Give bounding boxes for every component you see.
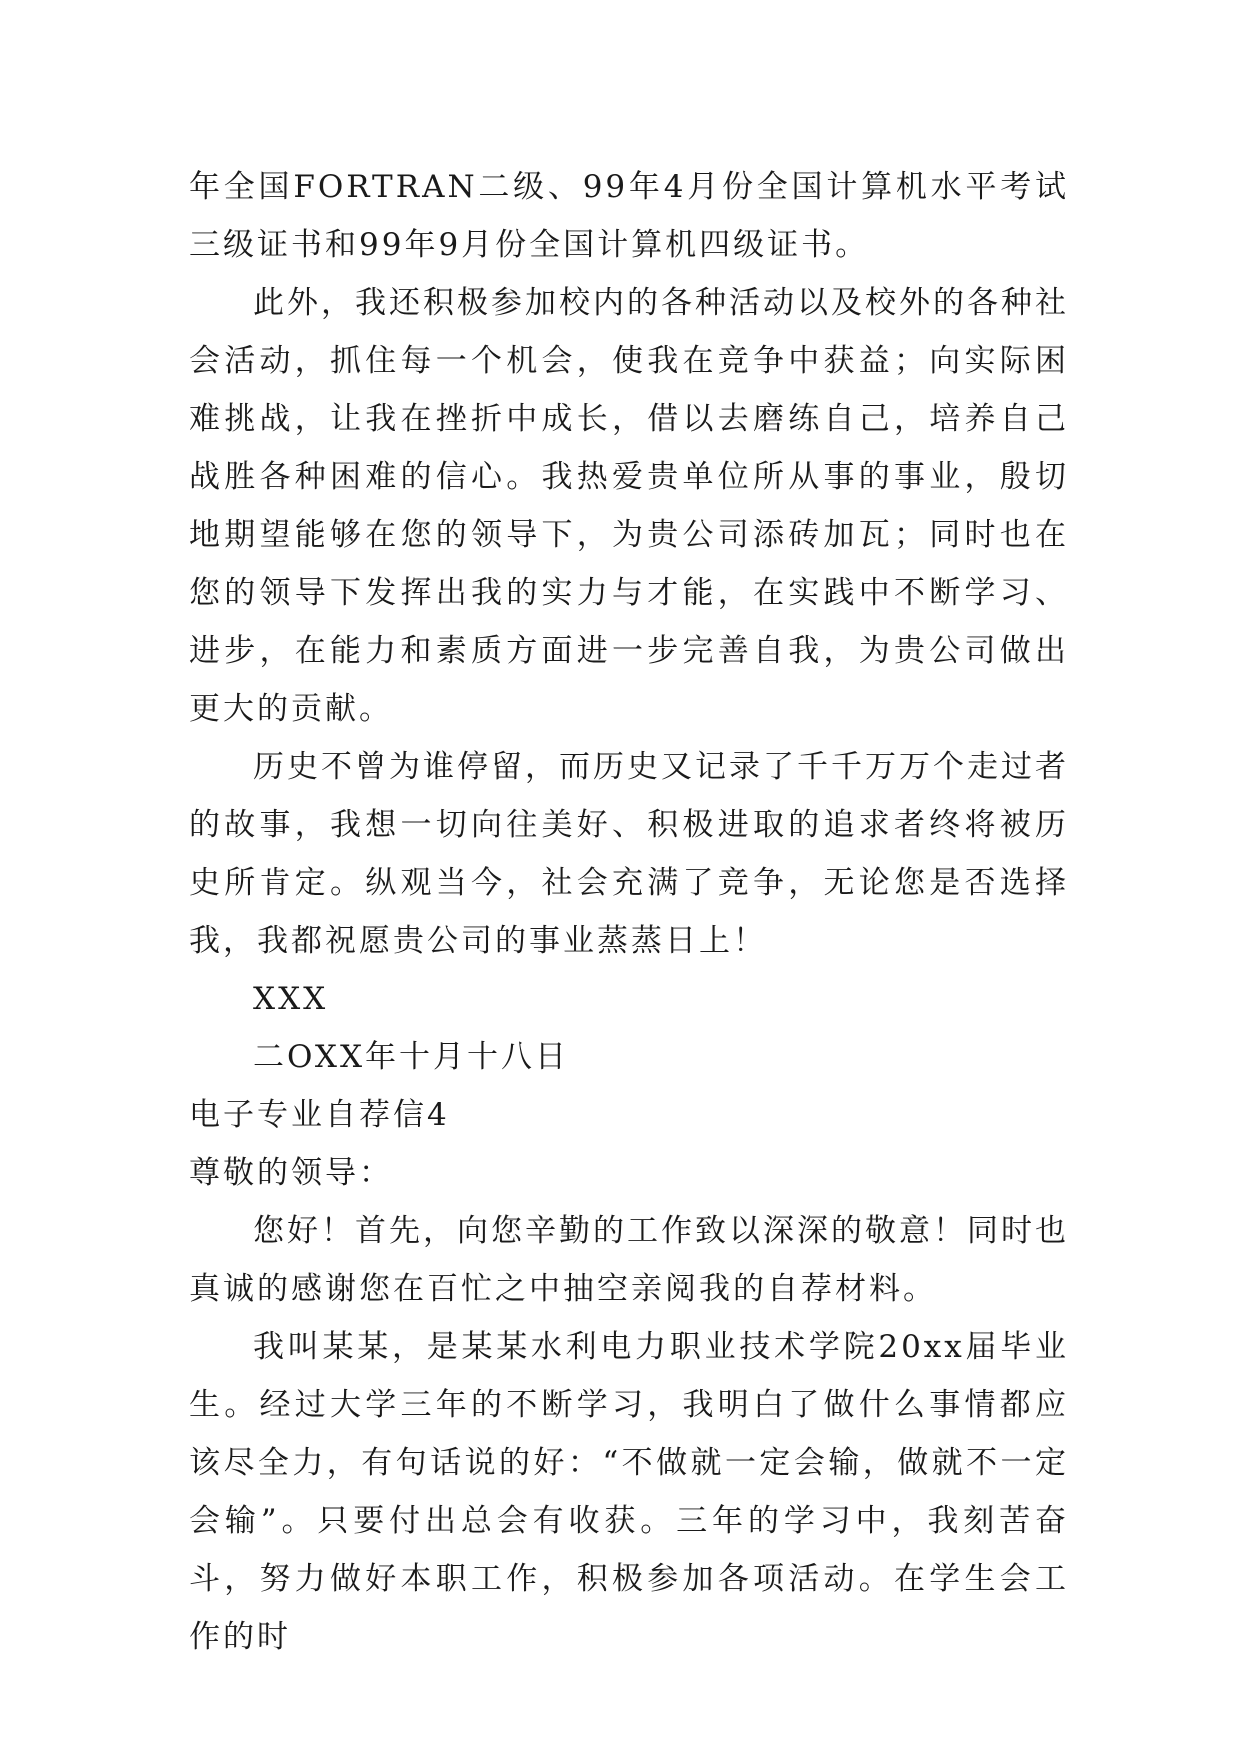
paragraph-introduction: 我叫某某，是某某水利电力职业技术学院20xx届毕业生。经过大学三年的不断学习，我明白了做什么事情都应该尽全力，有句话说的好：“不做就一定会输，做就不一定会输”。只要付出总会有收获。三年的学习中，我刻苦奋斗，努力做好本职工作，积极参加各项活动。在学生会工作的时 — [189, 1329, 1069, 1655]
paragraph-greeting: 您好！首先，向您辛勤的工作致以深深的敬意！同时也真诚的感谢您在百忙之中抽空亲阅我的自荐材料。 — [189, 1213, 1069, 1307]
document-body — [189, 158, 1069, 1666]
letter-salutation: 尊敬的领导： — [189, 1155, 393, 1191]
paragraph-certificates: 年全国FORTRAN二级、99年4月份全国计算机水平考试三级证书和99年9月份全国计算机四级证书。 — [189, 169, 1069, 263]
paragraph-activities: 此外，我还积极参加校内的各种活动以及校外的各种社会活动，抓住每一个机会，使我在竞争中获益；向实际困难挑战，让我在挫折中成长，借以去磨练自己，培养自己战胜各种困难的信心。我热爱贵单位所从事的事业，殷切地期望能够在您的领导下，为贵公司添砖加瓦；同时也在您的领导下发挥出我的实力与才能，在实践中不断学习、进步，在能力和素质方面进一步完善自我，为贵公司做出更大的贡献。 — [189, 285, 1069, 727]
paragraph-history: 历史不曾为谁停留，而历史又记录了千千万万个走过者的故事，我想一切向往美好、积极进取的追求者终将被历史所肯定。纵观当今，社会充满了竞争，无论您是否选择我，我都祝愿贵公司的事业蒸蒸日上！ — [189, 749, 1069, 959]
letter-title: 电子专业自荐信4 — [189, 1097, 450, 1133]
signature-date: 二OXX年十月十八日 — [253, 1039, 570, 1075]
signature-name: XXX — [253, 981, 329, 1017]
